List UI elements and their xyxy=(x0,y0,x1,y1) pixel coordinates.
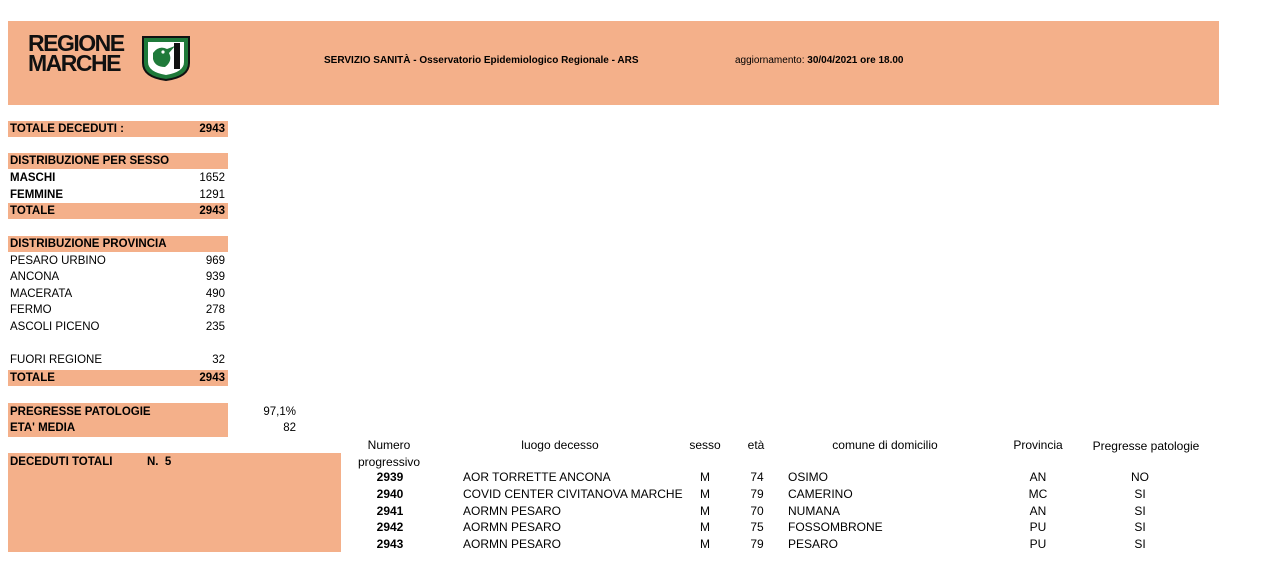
col-header-numero-line1: Numero xyxy=(367,438,411,452)
totale-deceduti-label: TOTALE DECEDUTI : xyxy=(10,123,124,135)
provincia-value: 969 xyxy=(205,255,225,267)
sesso-value: 1652 xyxy=(199,172,225,184)
sesso-label: FEMMINE xyxy=(10,189,64,201)
cell-eta: 79 xyxy=(750,487,764,501)
sesso-total-value: 2943 xyxy=(199,205,225,217)
col-header-pregresse: Pregresse patologie xyxy=(1092,439,1200,453)
sesso-total-label: TOTALE xyxy=(10,205,55,217)
cell-sesso: M xyxy=(700,487,710,501)
table-row xyxy=(0,486,1270,503)
provincia-row xyxy=(8,253,228,269)
cell-comune: PESARO xyxy=(788,537,839,551)
regione-marche-logo xyxy=(28,30,198,81)
cell-numero: 2943 xyxy=(376,537,404,551)
table-row xyxy=(0,503,1270,520)
totale-deceduti-value: 2943 xyxy=(199,123,225,135)
sesso-row xyxy=(8,187,228,203)
col-header-comune: comune di domicilio xyxy=(832,438,938,452)
provincia-value: 235 xyxy=(205,321,225,333)
cell-provincia: PU xyxy=(1029,537,1047,551)
cell-eta: 70 xyxy=(750,504,764,518)
logo-line-1: REGIONE xyxy=(28,30,124,56)
provincia-total-row xyxy=(8,370,228,386)
cell-numero: 2941 xyxy=(376,504,404,518)
provincia-row xyxy=(8,286,228,302)
logo-line-2: MARCHE xyxy=(28,50,120,76)
cell-luogo: AORMN PESARO xyxy=(463,520,562,534)
provincia-row xyxy=(8,319,228,335)
col-header-eta: età xyxy=(747,438,765,452)
provincia-title-row xyxy=(8,236,228,252)
sesso-value: 1291 xyxy=(199,189,225,201)
provincia-value: 939 xyxy=(205,271,225,283)
provincia-row xyxy=(8,269,228,285)
pregresse-label: PREGRESSE PATOLOGIE xyxy=(10,406,151,418)
cell-eta: 75 xyxy=(750,520,764,534)
cell-comune: NUMANA xyxy=(788,504,841,518)
totale-deceduti-row xyxy=(8,121,228,137)
fuori-regione-value: 32 xyxy=(212,354,225,366)
col-header-luogo: luogo decesso xyxy=(521,438,599,452)
service-title: SERVIZIO SANITÀ - Osservatorio Epidemiologico Regionale - ARS xyxy=(324,55,639,66)
provincia-label: ANCONA xyxy=(10,271,60,283)
cell-provincia: AN xyxy=(1029,470,1047,484)
cell-provincia: AN xyxy=(1029,504,1047,518)
col-header-sesso: sesso xyxy=(689,438,721,452)
update-info xyxy=(735,55,903,66)
cell-sesso: M xyxy=(700,504,710,518)
cell-luogo: AORMN PESARO xyxy=(463,504,562,518)
deceduti-totali-label: DECEDUTI TOTALI xyxy=(10,456,113,468)
cell-pregresse: SI xyxy=(1134,537,1146,551)
col-header-numero-line2: progressivo xyxy=(358,455,421,469)
cell-provincia: MC xyxy=(1028,487,1048,501)
update-value: 30/04/2021 ore 18.00 xyxy=(807,55,904,66)
fuori-regione-row xyxy=(8,352,228,368)
cell-pregresse: SI xyxy=(1134,520,1146,534)
col-header-provincia: Provincia xyxy=(1013,438,1063,452)
provincia-label: MACERATA xyxy=(10,288,73,300)
cell-pregresse: NO xyxy=(1131,470,1149,484)
table-row xyxy=(0,519,1270,536)
provincia-value: 278 xyxy=(205,304,225,316)
table-row xyxy=(0,469,1270,486)
cell-sesso: M xyxy=(700,520,710,534)
cell-pregresse: SI xyxy=(1134,504,1146,518)
update-label: aggiornamento: xyxy=(735,55,808,66)
eta-media-value: 82 xyxy=(283,422,296,434)
cell-pregresse: SI xyxy=(1134,487,1146,501)
col-header-numero xyxy=(350,437,428,453)
cell-comune: FOSSOMBRONE xyxy=(788,520,883,534)
provincia-total-label: TOTALE xyxy=(10,372,55,384)
deceduti-n-label: N. 5 xyxy=(147,456,172,468)
provincia-label: FERMO xyxy=(10,304,52,316)
sesso-title-row xyxy=(8,153,228,169)
cell-luogo: AOR TORRETTE ANCONA xyxy=(463,470,611,484)
provincia-total-value: 2943 xyxy=(199,372,225,384)
table-row xyxy=(0,536,1270,553)
eta-media-label: ETA' MEDIA xyxy=(10,422,76,434)
sesso-label: MASCHI xyxy=(10,172,56,184)
provincia-value: 490 xyxy=(205,288,225,300)
pregresse-value: 97,1% xyxy=(263,406,296,418)
cell-sesso: M xyxy=(700,537,710,551)
cell-numero: 2940 xyxy=(376,487,404,501)
cell-luogo: COVID CENTER CIVITANOVA MARCHE xyxy=(463,487,683,501)
cell-comune: CAMERINO xyxy=(788,487,853,501)
sesso-title: DISTRIBUZIONE PER SESSO xyxy=(10,155,170,167)
cell-provincia: PU xyxy=(1029,520,1047,534)
sesso-row xyxy=(8,170,228,186)
cell-numero: 2939 xyxy=(376,470,404,484)
provincia-label: ASCOLI PICENO xyxy=(10,321,100,333)
fuori-regione-label: FUORI REGIONE xyxy=(10,354,103,366)
cell-eta: 79 xyxy=(750,537,764,551)
cell-luogo: AORMN PESARO xyxy=(463,537,562,551)
cell-eta: 74 xyxy=(750,470,764,484)
cell-comune: OSIMO xyxy=(788,470,829,484)
provincia-row xyxy=(8,302,228,318)
provincia-title: DISTRIBUZIONE PROVINCIA xyxy=(10,238,167,250)
sesso-total-row xyxy=(8,203,228,219)
cell-numero: 2942 xyxy=(376,520,404,534)
cell-sesso: M xyxy=(700,470,710,484)
provincia-label: PESARO URBINO xyxy=(10,255,106,267)
woodpecker-emblem-icon xyxy=(141,33,193,81)
